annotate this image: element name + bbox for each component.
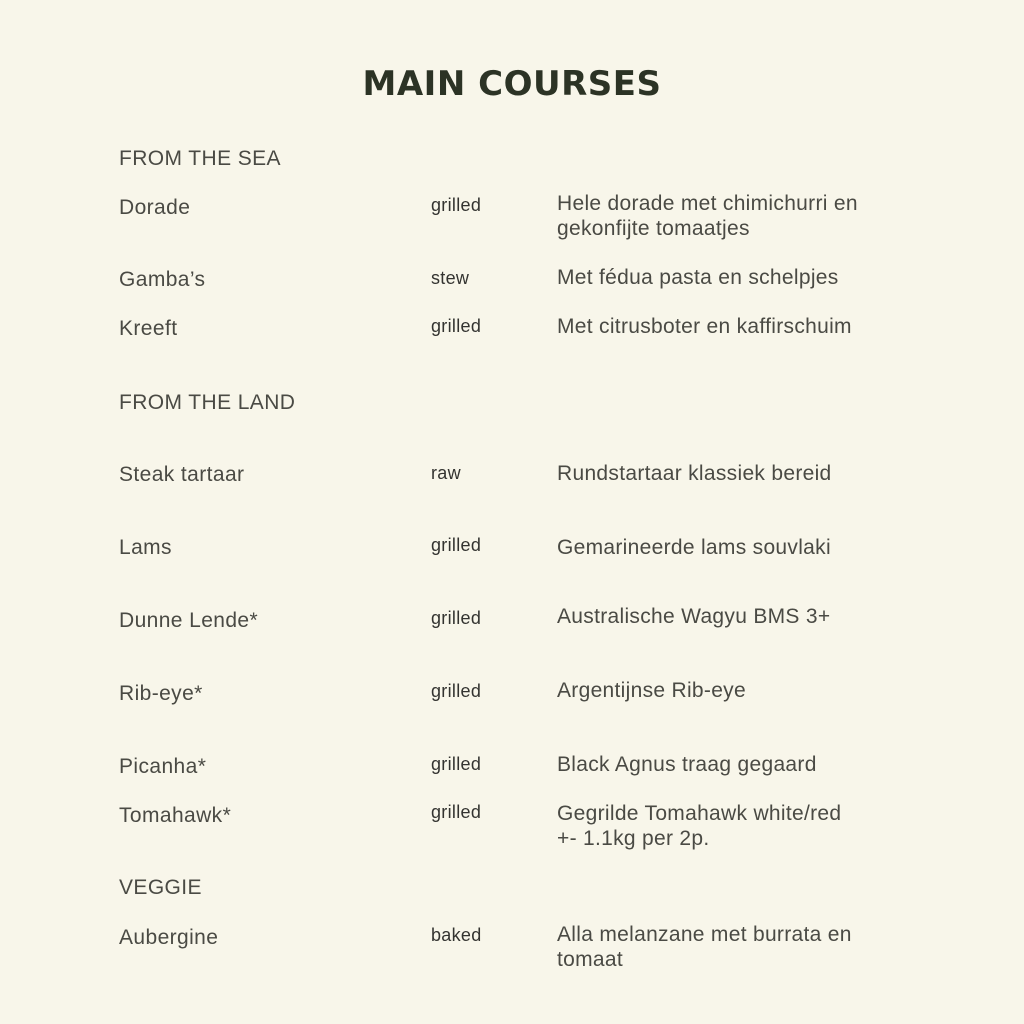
cooking-method: grilled	[431, 802, 482, 822]
description-line: tomaat	[557, 948, 623, 971]
dish-name: Lams	[119, 536, 172, 559]
description-line: Rundstartaar klassiek bereid	[557, 462, 832, 485]
dish-description	[557, 314, 852, 339]
description-line: gekonfijte tomaatjes	[557, 217, 750, 240]
dish-name: Rib-eye*	[119, 682, 203, 705]
dish-description	[557, 801, 841, 851]
dish-description	[557, 922, 852, 972]
description-line: Hele dorade met chimichurri en	[557, 192, 858, 215]
cooking-method: grilled	[431, 608, 482, 628]
dish-name: Steak tartaar	[119, 463, 245, 486]
cooking-method: grilled	[431, 535, 482, 555]
description-line: Argentijnse Rib-eye	[557, 679, 746, 702]
description-line: Met citrusboter en kaffirschuim	[557, 315, 852, 338]
dish-name: Dorade	[119, 196, 191, 219]
cooking-method: grilled	[431, 195, 482, 215]
section-heading-sea: FROM THE SEA	[119, 147, 281, 170]
dish-description	[557, 604, 830, 629]
dish-description	[557, 265, 839, 290]
cooking-method: baked	[431, 925, 482, 945]
cooking-method: raw	[431, 463, 461, 483]
dish-name: Gamba’s	[119, 268, 206, 291]
description-line: Gegrilde Tomahawk white/red	[557, 802, 842, 825]
description-line: Black Agnus traag gegaard	[557, 753, 817, 776]
cooking-method: grilled	[431, 681, 482, 701]
cooking-method: grilled	[431, 316, 482, 336]
description-line: Australische Wagyu BMS 3+	[557, 605, 831, 628]
dish-name: Kreeft	[119, 317, 178, 340]
section-heading-veggie: VEGGIE	[119, 876, 202, 899]
dish-description	[557, 752, 817, 777]
dish-description	[557, 678, 746, 703]
dish-name: Picanha*	[119, 755, 207, 778]
description-line: Alla melanzane met burrata en	[557, 923, 852, 946]
dish-description	[557, 535, 831, 560]
description-line: +- 1.1kg per 2p.	[557, 827, 710, 850]
description-line: Met fédua pasta en schelpjes	[557, 266, 839, 289]
cooking-method: stew	[431, 268, 470, 288]
dish-name: Dunne Lende*	[119, 609, 259, 632]
dish-name: Aubergine	[119, 926, 219, 949]
page-title: MAIN COURSES	[362, 64, 662, 104]
cooking-method: grilled	[431, 754, 482, 774]
dish-description	[557, 461, 832, 486]
section-heading-land: FROM THE LAND	[119, 391, 296, 414]
description-line: Gemarineerde lams souvlaki	[557, 536, 831, 559]
dish-description	[557, 191, 858, 241]
dish-name: Tomahawk*	[119, 804, 232, 827]
